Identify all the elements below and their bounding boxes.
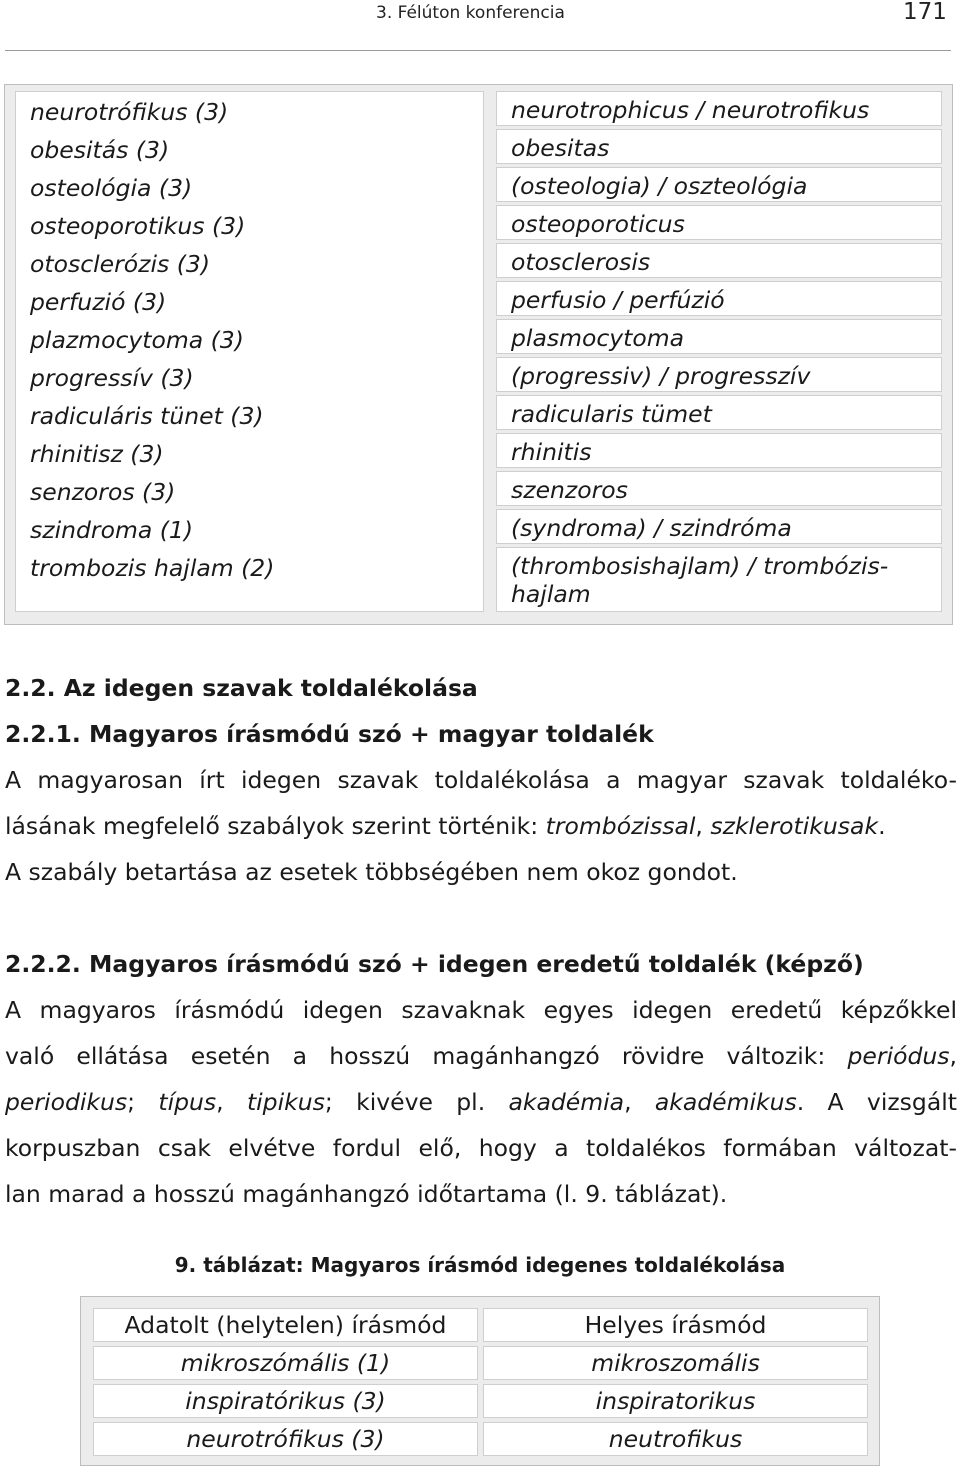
table-cell: [496, 319, 942, 354]
table-cell: mikroszomális: [483, 1346, 868, 1380]
table-cell: inspiratorikus: [483, 1384, 868, 1418]
text-run: .: [878, 812, 886, 840]
table-cell: [496, 395, 942, 430]
table-cell: plazmocytoma (3): [30, 326, 244, 354]
cell-text: szenzoros: [511, 476, 628, 504]
cell-text: plasmocytoma: [511, 324, 685, 352]
text-run: ,: [624, 1088, 655, 1116]
table-cell: perfuzió (3): [30, 288, 167, 316]
table-cell: neurotrófikus (3): [30, 98, 229, 126]
subsection-heading: 2.2.1. Magyaros írásmódú szó + magyar toldalék: [5, 720, 654, 748]
table-cell: osteológia (3): [30, 174, 193, 202]
section-heading: 2.2. Az idegen szavak toldalékolása: [5, 674, 478, 702]
table-header-cell: Helyes írásmód: [483, 1308, 868, 1342]
term-table-left-column: [15, 91, 484, 612]
example-word: periodikus: [5, 1088, 128, 1116]
header-rule: [5, 50, 951, 51]
table-cell: neurotrófikus (3): [93, 1422, 478, 1456]
text-run: lásának megfelelő szabályok szerint történik:: [5, 812, 546, 840]
table-cell: otosclerózis (3): [30, 250, 211, 278]
table-cell: [496, 243, 942, 278]
example-word: akadémikus: [654, 1088, 797, 1116]
cell-text: (osteologia) / oszteológia: [511, 172, 808, 200]
cell-text: radicularis tümet: [511, 400, 712, 428]
table-cell: rhinitisz (3): [30, 440, 164, 468]
table-header-cell: Adatolt (helytelen) írásmód: [93, 1308, 478, 1342]
paragraph: [5, 757, 957, 895]
table-cell: obesitás (3): [30, 136, 170, 164]
table-cell: neutrofikus: [483, 1422, 868, 1456]
page-number: 171: [903, 0, 947, 25]
text-run: ,: [695, 812, 711, 840]
table-cell: progressív (3): [30, 364, 194, 392]
example-word: trombózissal: [545, 812, 696, 840]
table-cell: radiculáris tünet (3): [30, 402, 264, 430]
cell-text: (progressiv) / progresszív: [511, 362, 811, 390]
term-table: [4, 84, 953, 625]
text-run: ,: [216, 1088, 247, 1116]
table-cell: osteoporotikus (3): [30, 212, 246, 240]
cell-text: (thrombosishajlam) / trombózis-: [511, 552, 889, 580]
spelling-table: [80, 1296, 880, 1466]
table-cell: [496, 129, 942, 164]
table-caption: 9. táblázat: Magyaros írásmód idegenes toldalékolása: [174, 1253, 786, 1277]
example-word: akadémia: [508, 1088, 625, 1116]
text-run: ;: [127, 1088, 159, 1116]
paragraph-line: [5, 803, 957, 849]
cell-text: perfusio / perfúzió: [511, 286, 725, 314]
table-cell: [496, 281, 942, 316]
example-word: periódus: [847, 1042, 950, 1070]
table-cell: inspiratórikus (3): [93, 1384, 478, 1418]
table-cell: [496, 433, 942, 468]
paragraph-line: [5, 1079, 957, 1125]
page-header: [0, 0, 960, 52]
paragraph-line: A magyarosan írt idegen szavak toldalékolása a magyar szavak toldaléko-: [5, 766, 957, 794]
table-cell: [496, 91, 942, 126]
table-cell: trombozis hajlam (2): [30, 554, 275, 582]
table-cell: [496, 357, 942, 392]
example-word: típus: [158, 1088, 217, 1116]
example-word: szklerotikusak: [710, 812, 879, 840]
cell-text: (syndroma) / szindróma: [511, 514, 792, 542]
cell-text: rhinitis: [511, 438, 592, 466]
cell-text: hajlam: [511, 580, 591, 608]
cell-text: otosclerosis: [511, 248, 651, 276]
table-cell: szindroma (1): [30, 516, 194, 544]
paragraph-line: A szabály betartása az esetek többségében nem okoz gondot.: [5, 858, 738, 886]
table-cell: [496, 509, 942, 544]
table-cell: [496, 167, 942, 202]
running-title: 3. Félúton konferencia: [376, 3, 565, 23]
table-cell: senzoros (3): [30, 478, 176, 506]
cell-text: neurotrophicus / neurotrofikus: [511, 96, 870, 124]
cell-text: obesitas: [511, 134, 610, 162]
table-cell: mikroszómális (1): [93, 1346, 478, 1380]
table-cell: [496, 471, 942, 506]
text-run: . A vizsgált: [796, 1088, 957, 1116]
text-run: ,: [949, 1042, 957, 1070]
paragraph: [5, 987, 957, 1217]
cell-text: osteoporoticus: [511, 210, 685, 238]
example-word: tipikus: [246, 1088, 325, 1116]
text-run: ; kivéve pl.: [324, 1088, 509, 1116]
text-run: való ellátása esetén a hosszú magánhangzó rövidre változik:: [5, 1042, 848, 1070]
paragraph-line: [5, 1033, 957, 1079]
paragraph-line: lan marad a hosszú magánhangzó időtartama (l. 9. táblázat).: [5, 1180, 728, 1208]
table-cell: [496, 547, 942, 612]
paragraph-line: A magyaros írásmódú idegen szavaknak egyes idegen eredetű képzőkkel: [5, 996, 957, 1024]
table-cell: [496, 205, 942, 240]
subsection-heading: 2.2.2. Magyaros írásmódú szó + idegen eredetű toldalék (képző): [5, 950, 864, 978]
paragraph-line: korpuszban csak elvétve fordul elő, hogy a toldalékos formában változat-: [5, 1134, 957, 1162]
